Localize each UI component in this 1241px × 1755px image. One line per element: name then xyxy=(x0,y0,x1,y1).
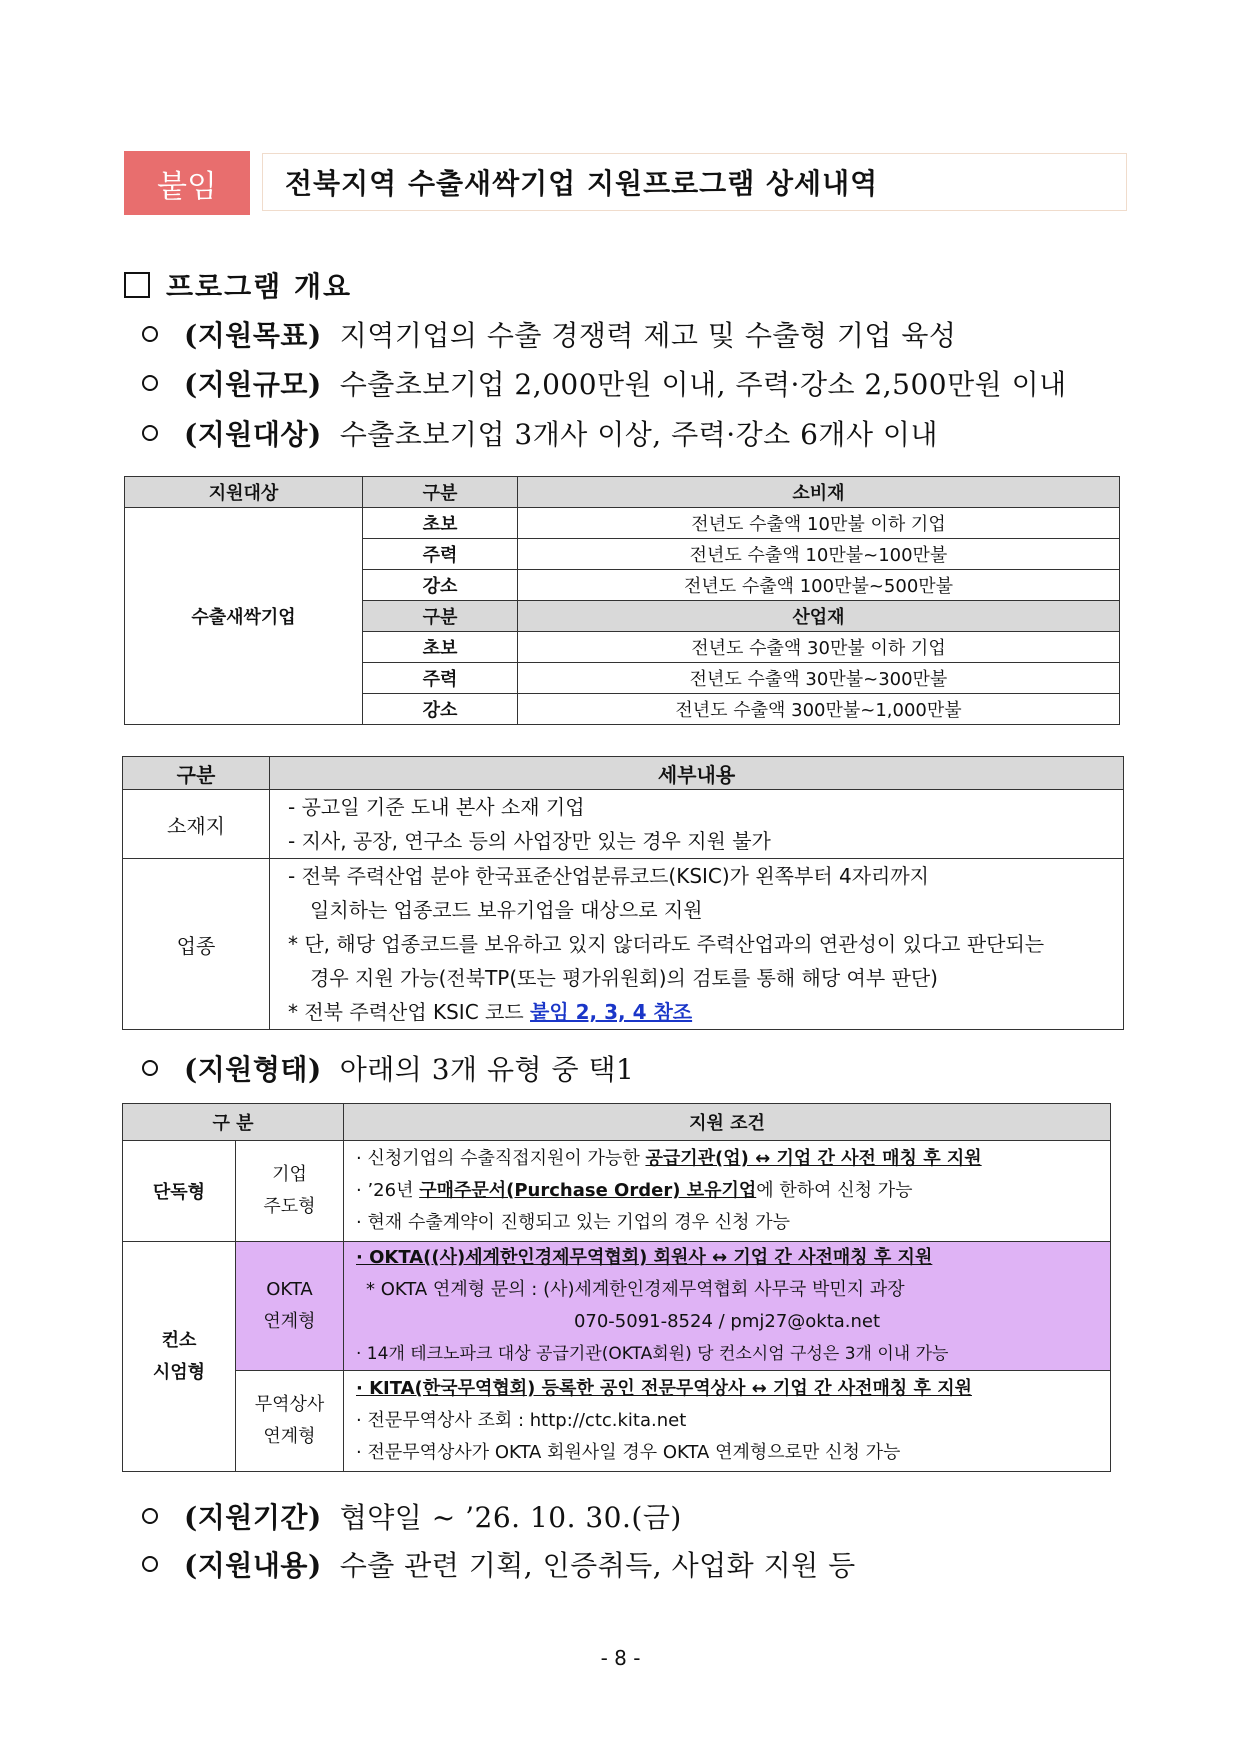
requirements-table xyxy=(122,756,1124,1030)
grade-cell: 초보 xyxy=(363,508,518,539)
bullet-label: (지원목표) xyxy=(184,319,322,352)
column-header: 세부내용 xyxy=(270,757,1124,790)
type-cell: 컨소 시엄형 xyxy=(123,1242,236,1472)
circle-bullet-icon xyxy=(142,1556,158,1572)
bullet-label: (지원기간) xyxy=(184,1501,322,1534)
table-row xyxy=(123,1371,1111,1472)
bullet-text: 지역기업의 수출 경쟁력 제고 및 수출형 기업 육성 xyxy=(339,319,957,352)
page-number: - 8 - xyxy=(600,1646,641,1670)
bullet-text: 수출초보기업 2,000만원 이내, 주력·강소 2,500만원 이내 xyxy=(339,368,1067,401)
bullet-text: 협약일 ~ ’26. 10. 30.(금) xyxy=(339,1501,682,1534)
contact-line: 070-5091-8524 / pmj27@okta.net xyxy=(573,1311,881,1332)
bullet-type xyxy=(142,1048,634,1088)
subtype-cell: OKTA 연계형 xyxy=(236,1242,344,1371)
column-header: 구분 xyxy=(363,601,518,632)
bullet-content xyxy=(142,1544,856,1584)
attachment-reference-link[interactable]: 붙임 2, 3, 4 참조 xyxy=(530,1000,693,1024)
grade-cell: 초보 xyxy=(363,632,518,663)
category-cell: 업종 xyxy=(123,859,270,1030)
circle-bullet-icon xyxy=(142,1060,158,1076)
condition-text: · ’26년 xyxy=(356,1180,420,1201)
circle-bullet-icon xyxy=(142,326,158,342)
document-title: 전북지역 수출새싹기업 지원프로그램 상세내역 xyxy=(262,153,1127,211)
circle-bullet-icon xyxy=(142,1508,158,1524)
table-row xyxy=(125,508,1120,539)
column-header: 구 분 xyxy=(123,1104,344,1141)
column-header: 구분 xyxy=(363,477,518,508)
detail-line: * 단, 해당 업종코드를 보유하고 있지 않더라도 주력산업과의 연관성이 있다고 판단되는 xyxy=(288,932,1045,956)
condition-text: · 신청기업의 수출직접지원이 가능한 xyxy=(356,1148,646,1169)
condition-line xyxy=(344,1175,1110,1207)
grade-cell: 강소 xyxy=(363,570,518,601)
bullet-label: (지원형태) xyxy=(184,1053,322,1086)
condition-line: · 전문무역상사 조회 : http://ctc.kita.net xyxy=(356,1410,687,1431)
bullet-scale xyxy=(142,363,1067,403)
bullet-text: 아래의 3개 유형 중 택1 xyxy=(339,1053,635,1086)
table-row xyxy=(123,859,1124,1030)
condition-cell xyxy=(344,1242,1111,1371)
condition-line: · 현재 수출계약이 진행되고 있는 기업의 경우 신청 가능 xyxy=(356,1212,791,1233)
condition-line: · OKTA((사)세계한인경제무역협회) 회원사 ↔ 기업 간 사전매칭 후 지원 xyxy=(356,1247,933,1268)
table-row xyxy=(123,1242,1111,1371)
column-header: 지원대상 xyxy=(125,477,363,508)
criteria-cell: 전년도 수출액 300만불~1,000만불 xyxy=(518,694,1120,725)
subtype-cell: 무역상사 연계형 xyxy=(236,1371,344,1472)
type-cell: 단독형 xyxy=(123,1141,236,1242)
bullet-period xyxy=(142,1496,682,1536)
condition-line: · 14개 테크노파크 대상 공급기관(OKTA회원) 당 컨소시엄 구성은 3개 이내 가능 xyxy=(356,1344,949,1364)
table-header-row xyxy=(123,1104,1111,1141)
column-header: 지원 조건 xyxy=(344,1104,1111,1141)
grade-cell: 주력 xyxy=(363,539,518,570)
condition-emphasis: 구매주문서(Purchase Order) 보유기업 xyxy=(419,1180,757,1201)
table-header-row xyxy=(125,477,1120,508)
detail-line: - 공고일 기준 도내 본사 소재 기업 xyxy=(288,795,585,819)
detail-line: 일치하는 업종코드 보유기업을 대상으로 지원 xyxy=(310,898,703,922)
subtype-cell: 기업 주도형 xyxy=(236,1141,344,1242)
detail-text: * 전북 주력산업 KSIC 코드 xyxy=(288,1000,531,1024)
criteria-cell: 전년도 수출액 30만불 이하 기업 xyxy=(518,632,1120,663)
eligibility-table xyxy=(124,476,1120,725)
category-cell: 소재지 xyxy=(123,790,270,859)
circle-bullet-icon xyxy=(142,425,158,441)
bullet-target xyxy=(142,413,938,453)
section-title: 프로그램 개요 xyxy=(166,270,353,303)
criteria-cell: 전년도 수출액 10만불~100만불 xyxy=(518,539,1120,570)
target-cell: 수출새싹기업 xyxy=(125,508,363,725)
bullet-text: 수출 관련 기획, 인증취득, 사업화 지원 등 xyxy=(339,1549,856,1582)
detail-line xyxy=(270,995,1123,1029)
condition-emphasis: 공급기관(업) ↔ 기업 간 사전 매칭 후 지원 xyxy=(645,1148,982,1169)
grade-cell: 강소 xyxy=(363,694,518,725)
detail-cell xyxy=(270,790,1124,859)
attachment-header xyxy=(124,151,1129,215)
bullet-goal xyxy=(142,314,956,354)
column-header: 구분 xyxy=(123,757,270,790)
column-header: 소비재 xyxy=(518,477,1120,508)
criteria-cell: 전년도 수출액 30만불~300만불 xyxy=(518,663,1120,694)
square-bullet-icon xyxy=(124,272,150,298)
condition-cell xyxy=(344,1371,1111,1472)
condition-line: · KITA(한국무역협회) 등록한 공인 전문무역상사 ↔ 기업 간 사전매칭 후 지원 xyxy=(356,1378,972,1399)
detail-line: - 전북 주력산업 분야 한국표준산업분류코드(KSIC)가 왼쪽부터 4자리까지 xyxy=(288,864,930,888)
grade-cell: 주력 xyxy=(363,663,518,694)
condition-text: 에 한하여 신청 가능 xyxy=(756,1180,913,1201)
bullet-text: 수출초보기업 3개사 이상, 주력·강소 6개사 이내 xyxy=(339,418,939,451)
table-row xyxy=(123,790,1124,859)
column-header: 산업재 xyxy=(518,601,1120,632)
condition-line: · 전문무역상사가 OKTA 회원사일 경우 OKTA 연계형으로만 신청 가능 xyxy=(356,1442,901,1463)
support-type-table xyxy=(122,1103,1111,1472)
section-heading xyxy=(124,265,352,305)
bullet-label: (지원내용) xyxy=(184,1549,322,1582)
criteria-cell: 전년도 수출액 10만불 이하 기업 xyxy=(518,508,1120,539)
condition-cell xyxy=(344,1141,1111,1242)
table-row xyxy=(123,1141,1111,1242)
condition-line: * OKTA 연계형 문의 : (사)세계한인경제무역협회 사무국 박민지 과장 xyxy=(366,1279,905,1300)
detail-line: - 지사, 공장, 연구소 등의 사업장만 있는 경우 지원 불가 xyxy=(288,829,771,853)
table-header-row xyxy=(123,757,1124,790)
detail-cell xyxy=(270,859,1124,1030)
condition-line xyxy=(344,1143,1110,1175)
circle-bullet-icon xyxy=(142,375,158,391)
bullet-label: (지원규모) xyxy=(184,368,322,401)
attachment-badge: 붙임 xyxy=(124,151,250,215)
detail-line: 경우 지원 가능(전북TP(또는 평가위원회)의 검토를 통해 해당 여부 판단) xyxy=(310,966,938,990)
bullet-label: (지원대상) xyxy=(184,418,322,451)
criteria-cell: 전년도 수출액 100만불~500만불 xyxy=(518,570,1120,601)
